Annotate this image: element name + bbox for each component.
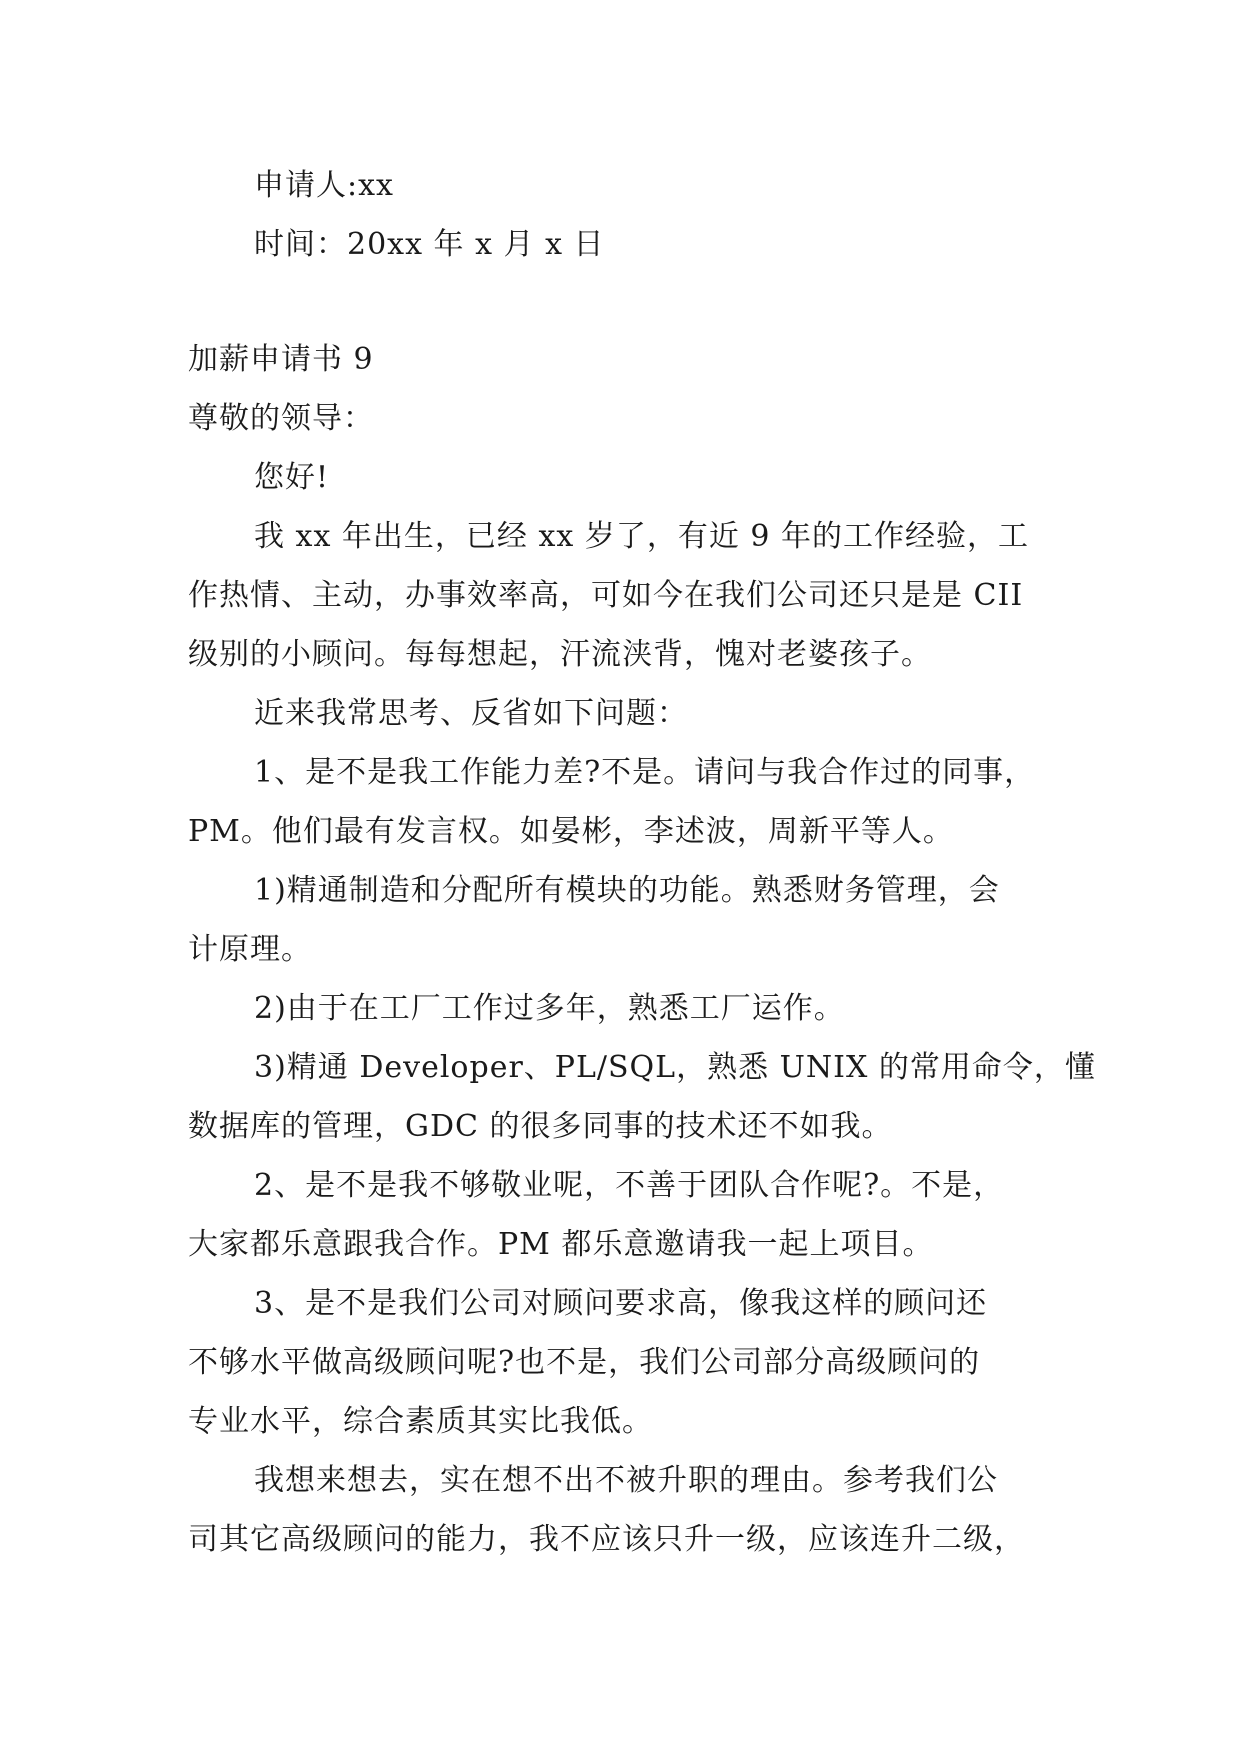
body-text-line: 3)精通 Developer、PL/SQL，熟悉 UNIX 的常用命令，懂 (254, 1050, 1096, 1085)
date-line: 时间：20xx 年 x 月 x 日 (254, 227, 605, 262)
letter-title: 加薪申请书 9 (188, 342, 374, 377)
body-text-line: 2)由于在工厂工作过多年，熟悉工厂运作。 (254, 991, 845, 1026)
body-text-line: 专业水平，综合素质其实比我低。 (188, 1404, 653, 1439)
letter-body (188, 507, 1096, 1569)
applicant-line: 申请人:xx (254, 168, 394, 203)
body-text-line: 1、是不是我工作能力差?不是。请问与我合作过的同事， (254, 755, 1036, 790)
body-text-line: 司其它高级顾问的能力，我不应该只升一级，应该连升二级， (188, 1522, 1025, 1557)
body-text-line: 2、是不是我不够敬业呢，不善于团队合作呢?。不是， (254, 1168, 1005, 1203)
body-text-line: 1)精通制造和分配所有模块的功能。熟悉财务管理，会 (254, 873, 1000, 908)
body-text-line: 计原理。 (188, 932, 312, 967)
body-text-line: 近来我常思考、反省如下问题： (254, 696, 688, 731)
greeting: 您好! (254, 460, 330, 495)
document-page (188, 156, 1096, 1569)
salutation: 尊敬的领导： (188, 401, 374, 436)
body-text-line: 我 xx 年出生，已经 xx 岁了，有近 9 年的工作经验，工 (254, 519, 1029, 554)
body-text-line: 我想来想去，实在想不出不被升职的理由。参考我们公 (254, 1463, 998, 1498)
section-gap (188, 274, 1058, 330)
body-text-line: 级别的小顾问。每每想起，汗流浃背，愧对老婆孩子。 (188, 637, 932, 672)
body-text-line: 不够水平做高级顾问呢?也不是，我们公司部分高级顾问的 (188, 1345, 981, 1380)
body-text-line: 作热情、主动，办事效率高，可如今在我们公司还只是是 CII (188, 578, 1024, 613)
body-text-line: 数据库的管理，GDC 的很多同事的技术还不如我。 (188, 1109, 893, 1144)
body-text-line: 大家都乐意跟我合作。PM 都乐意邀请我一起上项目。 (188, 1227, 934, 1262)
body-text-line: PM。他们最有发言权。如晏彬，李述波，周新平等人。 (188, 814, 954, 849)
body-text-line: 3、是不是我们公司对顾问要求高，像我这样的顾问还 (254, 1286, 988, 1321)
